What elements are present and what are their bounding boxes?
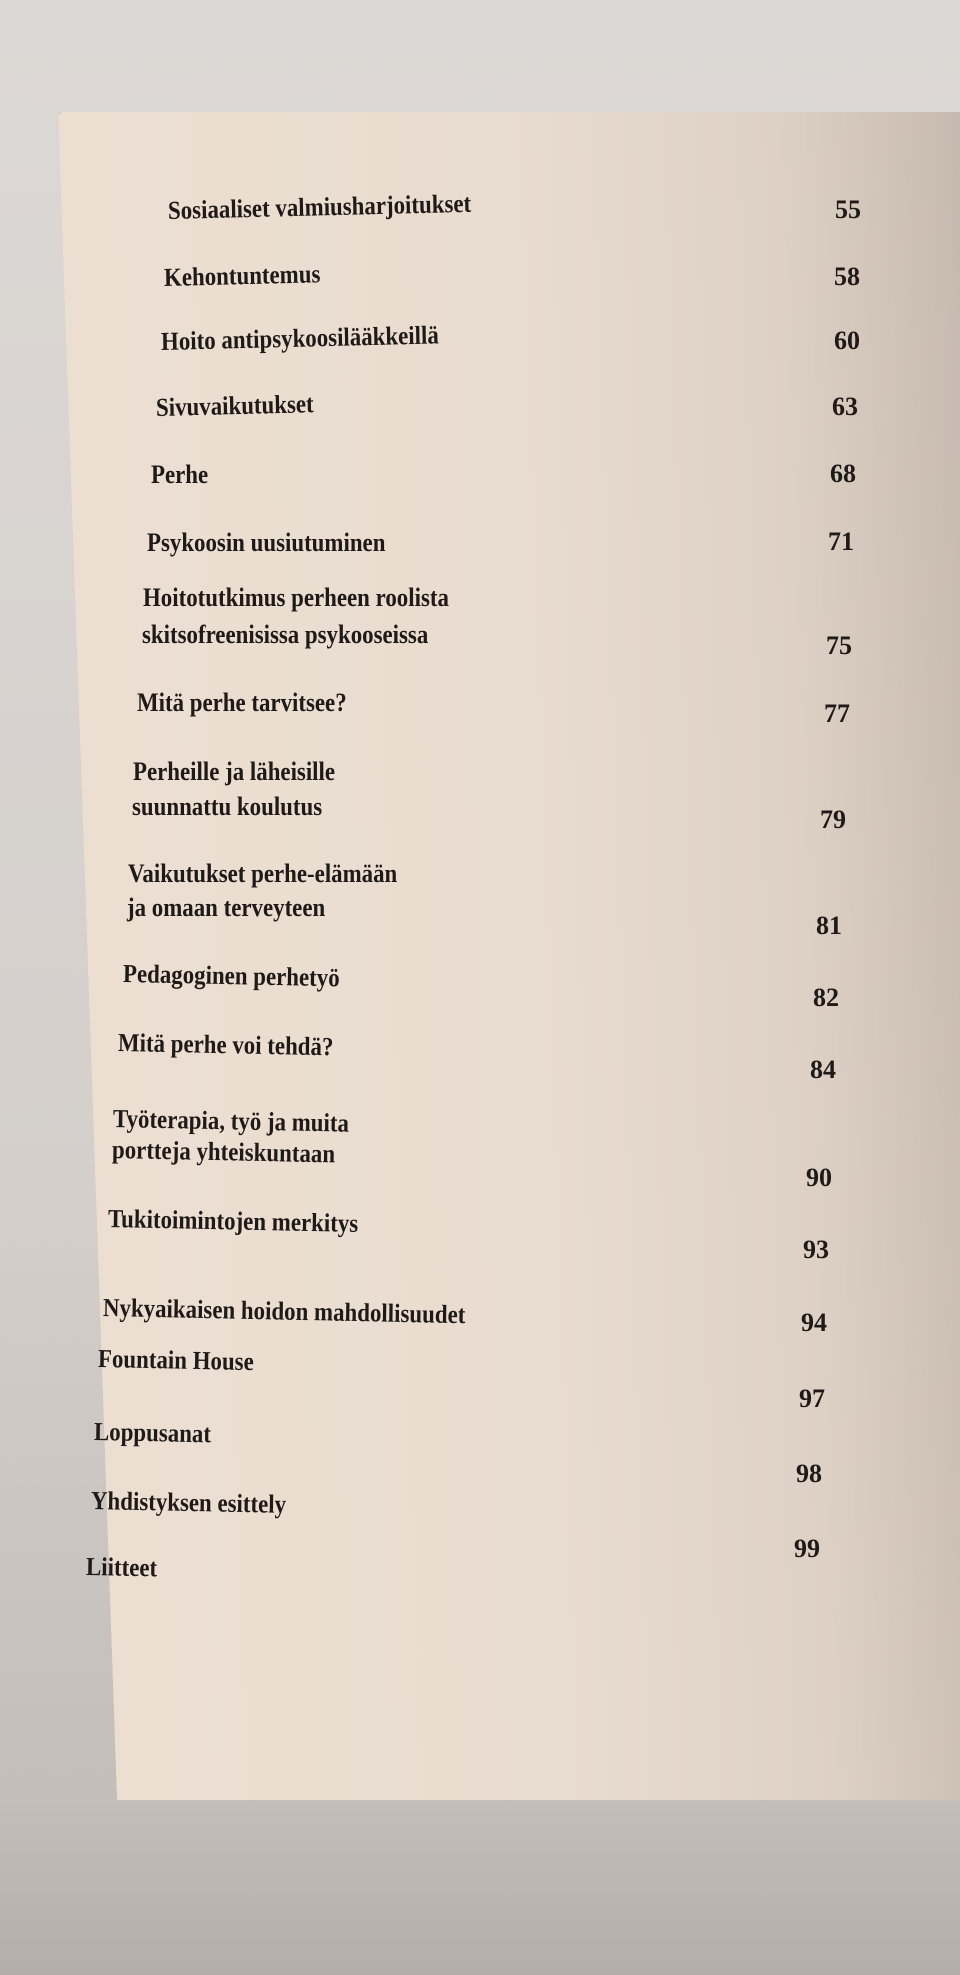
toc-page: 75: [826, 631, 852, 660]
toc-title: Mitä perhe tarvitsee?: [137, 688, 347, 717]
toc-title: Fountain House: [97, 1344, 254, 1377]
toc-page: 97: [799, 1384, 825, 1413]
toc-page: 77: [824, 699, 850, 728]
toc-title: Hoito antipsykoosilääkkeillä: [160, 320, 440, 356]
toc-title: Työterapia, työ ja muita: [112, 1104, 350, 1138]
toc-title: Perheille ja läheisille: [133, 757, 336, 786]
toc-page: 81: [816, 911, 842, 940]
toc-title: Yhdistyksen esittely: [90, 1486, 287, 1519]
toc-page: 60: [834, 326, 860, 355]
toc-page: 84: [810, 1055, 836, 1084]
toc-page: 90: [806, 1163, 832, 1192]
toc-title: Liitteet: [85, 1552, 158, 1583]
toc-page: 55: [835, 195, 861, 224]
toc-title: Sosiaaliset valmiusharjoitukset: [167, 188, 472, 225]
toc-page: 63: [832, 392, 858, 421]
toc-title: ja omaan terveyteen: [127, 893, 326, 922]
toc-title: Psykoosin uusiutuminen: [147, 528, 386, 557]
toc-page: 98: [796, 1459, 822, 1488]
toc-page: 79: [820, 805, 846, 834]
toc-title: Kehontuntemus: [163, 259, 321, 292]
toc-page: 71: [828, 527, 854, 556]
toc-title: Tukitoimintojen merkitys: [107, 1204, 359, 1238]
toc-title: Vaikutukset perhe-elämään: [128, 859, 398, 888]
toc-page: 93: [803, 1235, 829, 1264]
toc-title: Nykyaikaisen hoidon mahdollisuudet: [102, 1293, 466, 1330]
toc-page: 99: [794, 1534, 820, 1563]
toc-page: 94: [801, 1308, 827, 1337]
toc-title: Sivuvaikutukset: [155, 389, 314, 422]
toc-page: 82: [813, 983, 839, 1012]
toc-page: 68: [830, 459, 856, 488]
toc-title: skitsofreenisissa psykooseissa: [142, 620, 429, 649]
toc-title: Perhe: [151, 460, 209, 489]
toc-page: 58: [834, 262, 860, 291]
toc-title: Loppusanat: [93, 1417, 212, 1449]
table-surface: [0, 1800, 960, 1975]
toc-title: Mitä perhe voi tehdä?: [117, 1028, 334, 1062]
toc-title: suunnattu koulutus: [132, 792, 323, 821]
toc-title: Pedagoginen perhetyö: [122, 959, 340, 993]
toc-title: Hoitotutkimus perheen roolista: [143, 583, 449, 612]
toc-title: portteja yhteiskuntaan: [111, 1135, 336, 1169]
